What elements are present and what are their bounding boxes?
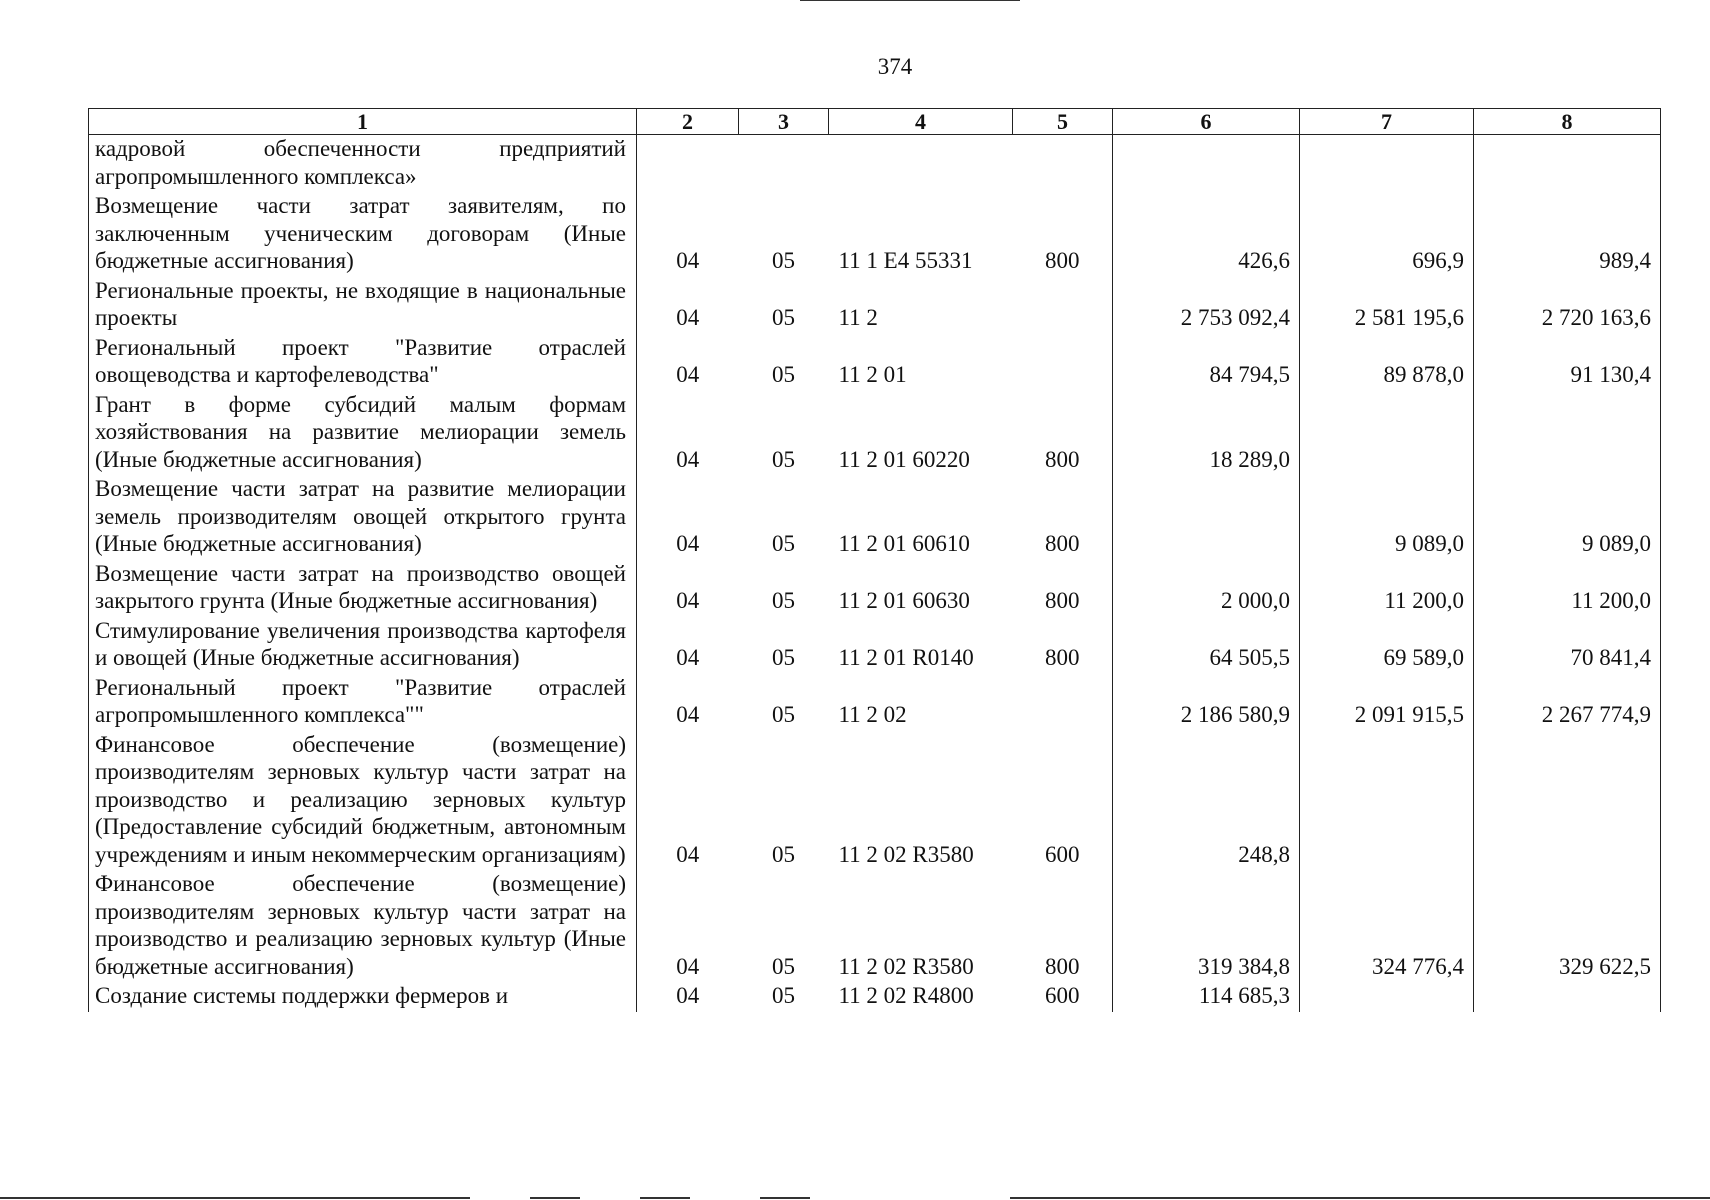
row-name: Стимулирование увеличения производства картофеля и овощей (Иные бюджетные ассигнования) [89, 617, 637, 674]
cell-amount-6: 84 794,5 [1113, 334, 1300, 391]
cell-expense-type [1013, 334, 1113, 391]
cell-target-code: 11 2 02 [838, 702, 907, 727]
scan-artifact-bottom [1010, 1197, 1710, 1199]
cell-expense-type: 800 [1045, 953, 1080, 979]
cell-target-code: 11 2 02 R3580 [838, 841, 974, 867]
cell-amount-6: 18 289,0 [1113, 391, 1300, 476]
cell-amount-6: 2 186 580,9 [1113, 674, 1300, 731]
cell-amount-7 [1300, 135, 1474, 193]
column-header: 7 [1300, 109, 1474, 135]
cell-amount-8 [1474, 391, 1661, 476]
table-row [89, 870, 1661, 982]
cell-amount-6: 248,8 [1113, 731, 1300, 871]
table-row [89, 192, 1661, 277]
cell-amount-7: 696,9 [1300, 192, 1474, 277]
cell-subsection: 05 [772, 702, 795, 727]
cell-subsection: 05 [772, 983, 795, 1008]
cell-section [637, 135, 739, 193]
row-name: Возмещение части затрат на производство овощей закрытого грунта (Иные бюджетные ассигнования) [89, 560, 637, 617]
cell-amount-8: 2 720 163,6 [1474, 277, 1661, 334]
cell-amount-6 [1113, 135, 1300, 193]
cell-section: 04 [676, 362, 700, 387]
cell-target-code: 11 2 01 60610 [838, 531, 970, 556]
cell-section: 04 [676, 531, 700, 556]
cell-expense-type: 800 [1045, 531, 1080, 556]
cell-amount-7: 324 776,4 [1300, 870, 1474, 982]
cell-section: 04 [676, 305, 700, 330]
cell-amount-8: 989,4 [1474, 192, 1661, 277]
cell-amount-8 [1474, 135, 1661, 193]
cell-expense-type [1013, 277, 1113, 334]
cell-subsection: 05 [772, 645, 795, 670]
cell-section: 04 [676, 702, 700, 727]
cell-section: 04 [676, 446, 700, 472]
cell-expense-type [1013, 135, 1113, 193]
scan-artifact-bottom [760, 1197, 810, 1199]
table-header-row [89, 109, 1661, 135]
cell-subsection: 05 [772, 248, 795, 273]
page-number: 374 [877, 54, 913, 79]
cell-target-code: 11 1 E4 55331 [838, 248, 973, 273]
cell-amount-6: 64 505,5 [1113, 617, 1300, 674]
cell-amount-8: 70 841,4 [1474, 617, 1661, 674]
cell-expense-type: 800 [1045, 248, 1080, 273]
table-row [89, 674, 1661, 731]
table-row [89, 475, 1661, 560]
cell-target-code: 11 2 02 R4800 [838, 983, 974, 1008]
cell-amount-6: 2 753 092,4 [1113, 277, 1300, 334]
cell-expense-type [1013, 674, 1113, 731]
row-name: Финансовое обеспечение (возмещение) производителям зерновых культур части затрат на производство и реализацию зерновых культур (Предоставление субсидий бюджетным, автономным учреждениям и иным некоммерческим организациям) [89, 731, 637, 871]
cell-target-code: 11 2 01 60220 [838, 446, 970, 472]
row-name: Возмещение части затрат на развитие мелиорации земель производителям овощей открытого грунта (Иные бюджетные ассигнования) [89, 475, 637, 560]
scan-artifact-bottom [0, 1197, 470, 1199]
cell-target-code: 11 2 01 [838, 362, 907, 387]
cell-subsection: 05 [772, 953, 795, 979]
cell-amount-8 [1474, 982, 1661, 1012]
cell-amount-6: 319 384,8 [1113, 870, 1300, 982]
cell-amount-8: 11 200,0 [1474, 560, 1661, 617]
cell-amount-7 [1300, 731, 1474, 871]
cell-amount-8: 9 089,0 [1474, 475, 1661, 560]
cell-amount-6: 2 000,0 [1113, 560, 1300, 617]
column-header: 3 [739, 109, 829, 135]
cell-amount-6: 426,6 [1113, 192, 1300, 277]
column-header: 8 [1474, 109, 1661, 135]
table-row [89, 560, 1661, 617]
cell-subsection: 05 [772, 305, 795, 330]
cell-target-code: 11 2 [838, 305, 878, 330]
cell-section: 04 [676, 983, 700, 1008]
cell-amount-7 [1300, 391, 1474, 476]
cell-target-code [829, 135, 1013, 193]
scan-artifact-top [800, 0, 1020, 1]
column-header: 1 [89, 109, 637, 135]
cell-expense-type: 800 [1045, 588, 1080, 613]
row-name: Региональный проект "Развитие отраслей агропромышленного комплекса"" [89, 674, 637, 731]
cell-subsection: 05 [772, 531, 795, 556]
table-row [89, 391, 1661, 476]
row-name: Региональный проект "Развитие отраслей овощеводства и картофелеводства" [89, 334, 637, 391]
cell-subsection: 05 [772, 841, 795, 867]
row-name: Грант в форме субсидий малым формам хозяйствования на развитие мелиорации земель (Иные бюджетные ассигнования) [89, 391, 637, 476]
scan-artifact-bottom [640, 1197, 690, 1199]
cell-subsection: 05 [772, 362, 795, 387]
table-row [89, 334, 1661, 391]
cell-subsection: 05 [772, 446, 795, 472]
cell-expense-type: 800 [1045, 446, 1080, 472]
table-row [89, 731, 1661, 871]
cell-amount-6: 114 685,3 [1113, 982, 1300, 1012]
cell-target-code: 11 2 01 60630 [838, 588, 970, 613]
cell-section: 04 [676, 953, 700, 979]
row-name: Финансовое обеспечение (возмещение) производителям зерновых культур части затрат на производство и реализацию зерновых культур (Иные бюджетные ассигнования) [89, 870, 637, 982]
column-header: 2 [637, 109, 739, 135]
cell-expense-type: 600 [1045, 983, 1080, 1008]
cell-amount-7: 69 589,0 [1300, 617, 1474, 674]
cell-amount-8: 91 130,4 [1474, 334, 1661, 391]
cell-amount-7: 9 089,0 [1300, 475, 1474, 560]
cell-target-code: 11 2 02 R3580 [838, 953, 974, 979]
cell-expense-type: 800 [1045, 645, 1080, 670]
column-header: 5 [1013, 109, 1113, 135]
cell-expense-type: 600 [1045, 841, 1080, 867]
table-row [89, 277, 1661, 334]
cell-section: 04 [676, 248, 700, 273]
column-header: 6 [1113, 109, 1300, 135]
table-row [89, 617, 1661, 674]
cell-amount-8: 329 622,5 [1474, 870, 1661, 982]
cell-target-code: 11 2 01 R0140 [838, 645, 974, 670]
cell-section: 04 [676, 841, 700, 867]
table-row [89, 135, 1661, 193]
cell-amount-8 [1474, 731, 1661, 871]
row-name: кадровой обеспеченности предприятий агропромышленного комплекса» [89, 135, 637, 193]
cell-amount-7: 89 878,0 [1300, 334, 1474, 391]
cell-amount-7: 2 581 195,6 [1300, 277, 1474, 334]
budget-table [88, 108, 1661, 1012]
cell-subsection [739, 135, 829, 193]
row-name: Создание системы поддержки фермеров и [89, 982, 637, 1012]
cell-amount-7: 2 091 915,5 [1300, 674, 1474, 731]
row-name: Региональные проекты, не входящие в национальные проекты [89, 277, 637, 334]
column-header: 4 [829, 109, 1013, 135]
cell-section: 04 [676, 645, 700, 670]
row-name: Возмещение части затрат заявителям, по заключенным ученическим договорам (Иные бюджетные ассигнования) [89, 192, 637, 277]
cell-section: 04 [676, 588, 700, 613]
cell-amount-7: 11 200,0 [1300, 560, 1474, 617]
table-row [89, 982, 1661, 1012]
cell-amount-8: 2 267 774,9 [1474, 674, 1661, 731]
cell-amount-6 [1113, 475, 1300, 560]
cell-subsection: 05 [772, 588, 795, 613]
scan-artifact-bottom [530, 1197, 580, 1199]
cell-amount-7 [1300, 982, 1474, 1012]
